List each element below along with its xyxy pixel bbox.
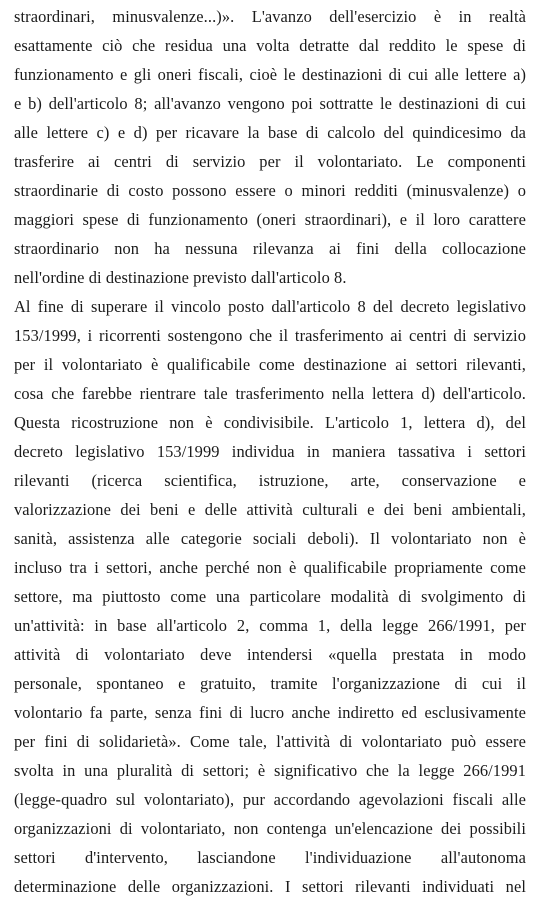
text-line: rilevanti (ricerca scientifica, istruzione, arte, conservazione e: [14, 471, 526, 490]
text-line: organizzazioni di volontariato, non contenga un'elencazione dei possibili: [14, 819, 526, 838]
text-line: nell'ordine di destinazione previsto dall'articolo 8.: [14, 268, 347, 287]
document-page: [14, 0, 526, 896]
text-line: funzionamento e gli oneri fiscali, cioè le destinazioni di cui alle lettere a): [14, 65, 526, 84]
text-line: svolta in una pluralità di settori; è significativo che la legge 266/1991: [14, 761, 526, 780]
text-line: (legge-quadro sul volontariato), pur accordando agevolazioni fiscali alle: [14, 790, 526, 809]
text-line: personale, spontaneo e gratuito, tramite l'organizzazione di cui il: [14, 674, 526, 693]
text-line: per il volontariato è qualificabile come destinazione ai settori rilevanti,: [14, 355, 526, 374]
text-line: trasferire ai centri di servizio per il volontariato. Le componenti: [14, 152, 526, 171]
text-line: un'attività: in base all'articolo 2, comma 1, della legge 266/1991, per: [14, 616, 526, 635]
text-line: determinazione delle organizzazioni. I settori rilevanti individuati nel: [14, 877, 526, 896]
text-line: e b) dell'articolo 8; all'avanzo vengono poi sottratte le destinazioni di cui: [14, 94, 526, 113]
text-line: Questa ricostruzione non è condivisibile. L'articolo 1, lettera d), del: [14, 413, 526, 432]
text-line: attività di volontariato deve intendersi «quella prestata in modo: [14, 645, 526, 664]
text-line: settore, ma piuttosto come una particolare modalità di svolgimento di: [14, 587, 526, 606]
text-line: valorizzazione dei beni e delle attività culturali e dei beni ambientali,: [14, 500, 526, 519]
text-line: incluso tra i settori, anche perché non è qualificabile propriamente come: [14, 558, 526, 577]
text-line: sanità, assistenza alle categorie sociali deboli). Il volontariato non è: [14, 529, 526, 548]
text-line: Al fine di superare il vincolo posto dall'articolo 8 del decreto legislativo: [14, 297, 526, 316]
text-line: per fini di solidarietà». Come tale, l'attività di volontariato può essere: [14, 732, 526, 751]
text-line: settori d'intervento, lasciandone l'individuazione all'autonoma: [14, 848, 526, 867]
text-line: straordinarie di costo possono essere o minori redditi (minusvalenze) o: [14, 181, 526, 200]
text-line: 153/1999, i ricorrenti sostengono che il trasferimento ai centri di servizio: [14, 326, 526, 345]
text-line: volontario fa parte, senza fini di lucro anche indiretto ed esclusivamente: [14, 703, 526, 722]
text-line: straordinario non ha nessuna rilevanza ai fini della collocazione: [14, 239, 526, 258]
text-line: alle lettere c) e d) per ricavare la base di calcolo del quindicesimo da: [14, 123, 526, 142]
text-line: decreto legislativo 153/1999 individua in maniera tassativa i settori: [14, 442, 526, 461]
text-line: straordinari, minusvalenze...)». L'avanzo dell'esercizio è in realtà: [14, 7, 526, 26]
text-line: esattamente ciò che residua una volta detratte dal reddito le spese di: [14, 36, 526, 55]
text-line: maggiori spese di funzionamento (oneri straordinari), e il loro carattere: [14, 210, 526, 229]
text-line: cosa che farebbe rientrare tale trasferimento nella lettera d) dell'articolo.: [14, 384, 526, 403]
